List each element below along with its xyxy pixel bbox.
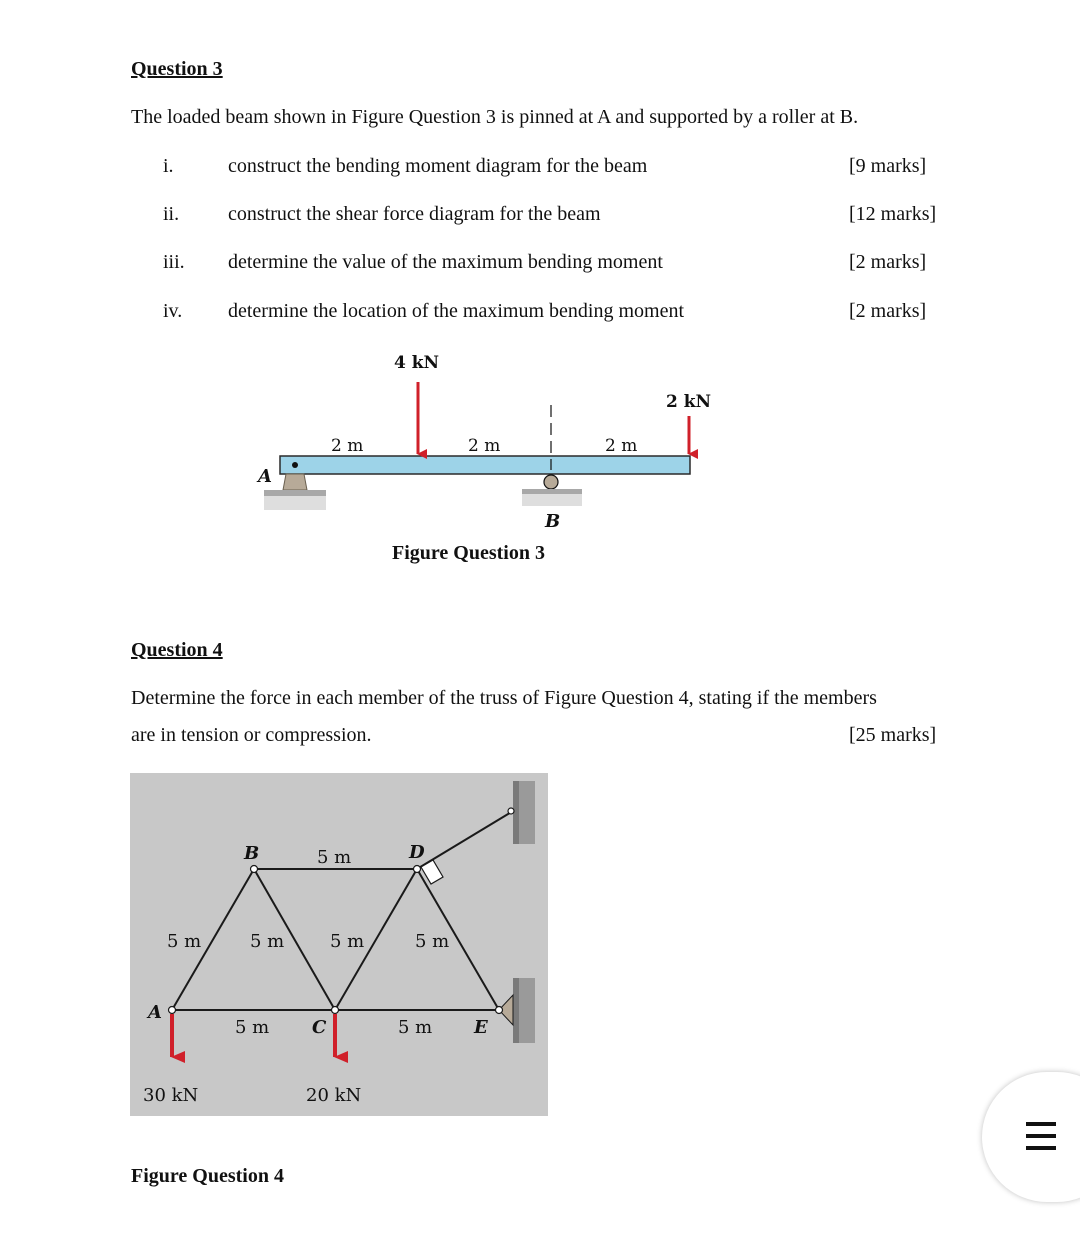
figure-4-caption: Figure Question 4	[131, 1165, 284, 1187]
question-3-intro: The loaded beam shown in Figure Question 3 is pinned at A and supported by a roller at B.	[131, 106, 859, 128]
load-a-label: 30 kN	[143, 1085, 199, 1106]
item-marks: [2 marks]	[849, 251, 927, 273]
item-text: construct the bending moment diagram for the beam	[228, 155, 648, 177]
question-3-heading: Question 3	[131, 58, 223, 80]
node-label-d: D	[409, 842, 425, 863]
item-number: iv.	[163, 300, 183, 322]
item-marks: [12 marks]	[849, 203, 937, 225]
span-label: 2 m	[605, 436, 638, 456]
length-bd: 5 m	[317, 847, 352, 868]
beam-figure	[0, 0, 1080, 600]
node-label-a: A	[148, 1002, 162, 1023]
item-number: iii.	[163, 251, 185, 273]
load-4kn-label: 4 kN	[394, 353, 440, 373]
item-marks: [9 marks]	[849, 155, 927, 177]
length-de: 5 m	[415, 931, 450, 952]
item-number: ii.	[163, 203, 180, 225]
span-label: 2 m	[468, 436, 501, 456]
length-ac: 5 m	[235, 1017, 270, 1038]
question-4-heading: Question 4	[131, 639, 223, 661]
question-4-text-line-2: are in tension or compression.	[131, 724, 372, 746]
length-cd: 5 m	[330, 931, 365, 952]
load-2kn-label: 2 kN	[666, 392, 712, 412]
load-c-label: 20 kN	[306, 1085, 362, 1106]
question-4-marks: [25 marks]	[849, 724, 937, 746]
length-ab: 5 m	[167, 931, 202, 952]
menu-button[interactable]	[982, 1072, 1080, 1202]
item-text: determine the location of the maximum bending moment	[228, 300, 684, 322]
span-label: 2 m	[331, 436, 364, 456]
hamburger-menu-icon	[1026, 1122, 1056, 1158]
item-text: determine the value of the maximum bending moment	[228, 251, 663, 273]
truss-figure	[130, 773, 548, 1116]
length-ce: 5 m	[398, 1017, 433, 1038]
item-number: i.	[163, 155, 174, 177]
beam	[280, 456, 690, 474]
node-label-c: C	[312, 1017, 327, 1038]
item-marks: [2 marks]	[849, 300, 927, 322]
node-label-e: E	[474, 1017, 488, 1038]
node-label-b: B	[244, 843, 260, 864]
item-text: construct the shear force diagram for the beam	[228, 203, 601, 225]
figure-3-caption: Figure Question 3	[392, 542, 545, 564]
length-bc: 5 m	[250, 931, 285, 952]
label-b: B	[545, 511, 561, 532]
label-a: A	[258, 466, 272, 487]
question-4-text-line-1: Determine the force in each member of the truss of Figure Question 4, stating if the members	[131, 687, 877, 709]
